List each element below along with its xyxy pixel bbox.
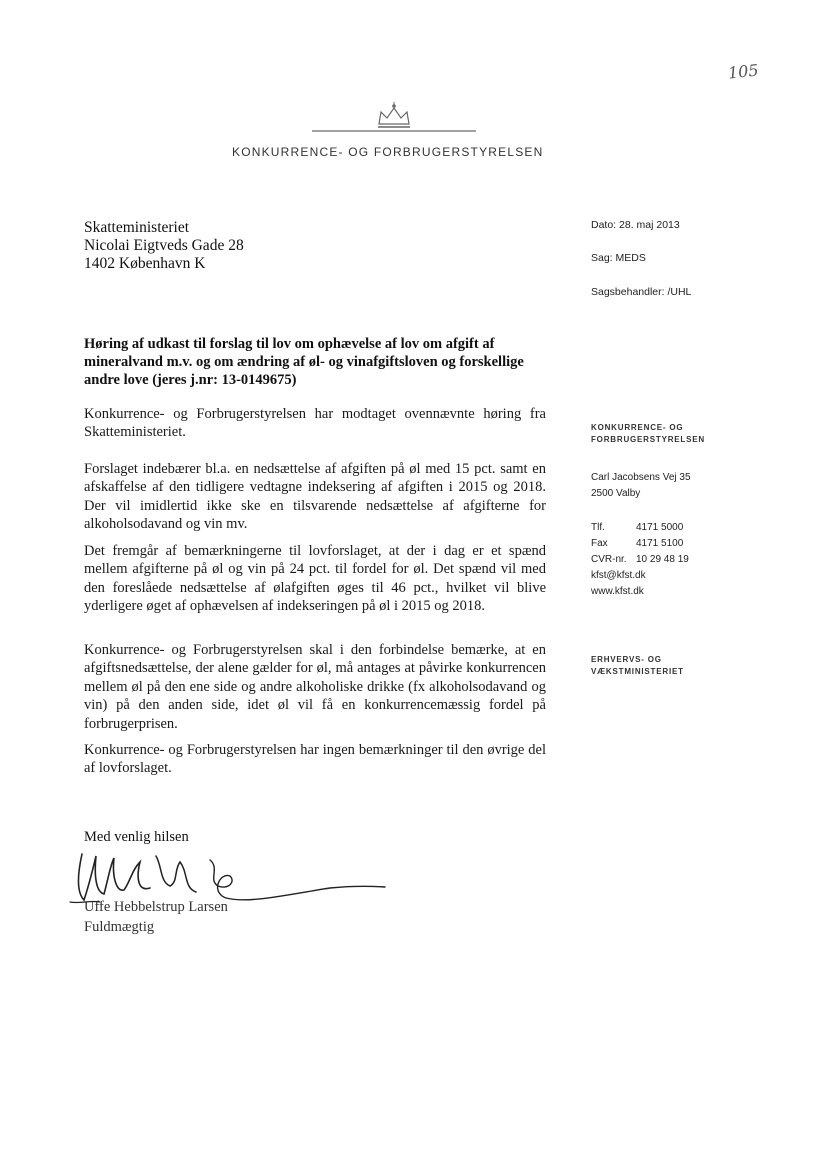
sidebar-contact — [591, 520, 689, 600]
sidebar-agency — [591, 422, 705, 446]
sidebar-phone: Tlf. 4171 5000 — [591, 522, 684, 533]
sidebar-website[interactable]: www.kfst.dk — [591, 586, 644, 597]
handwritten-page-number: 105 — [727, 60, 760, 83]
letterhead-rule — [312, 130, 476, 132]
body-paragraph-2: Forslaget indebærer bl.a. en nedsættelse af afgiften på øl med 15 pct. samt en afskaffelse af den tidligere vedtagne indeksering af afgiften i 2015 og 2018. Der vil imidlertid ikke ske en tilsvarende nedsættelse af afgifterne for alkoholsodavand og vin mv. — [84, 461, 546, 533]
sidebar-postal: 2500 Valby — [591, 488, 641, 499]
sidebar-address — [591, 470, 691, 502]
sidebar-email[interactable]: kfst@kfst.dk — [591, 570, 646, 581]
signatory-name: Uffe Hebbelstrup Larsen — [84, 899, 228, 915]
body-paragraph-4: Konkurrence- og Forbrugerstyrelsen skal i den forbindelse bemærke, at en afgiftsnedsættelse, der alene gælder for øl, må antages at påvirke konkurrencen mellem øl på den ene side og andre alkoholiske drikke (fx alkoholsodavand og vin) på den anden side, idet øl vil få en konkurrencemæssig fordel på forbrugerprisen. — [84, 642, 546, 732]
recipient-name: Skatteministeriet — [84, 219, 190, 236]
royal-crown-icon — [369, 102, 419, 132]
recipient-street: Nicolai Eigtveds Gade 28 — [84, 237, 244, 254]
sidebar-fax: Fax 4171 5100 — [591, 538, 684, 549]
sidebar-ministry-line2: VÆKSTMINISTERIET — [591, 667, 684, 676]
body-paragraph-5: Konkurrence- og Forbrugerstyrelsen har ingen bemærkninger til den øvrige del af lovforslaget. — [84, 742, 546, 777]
sidebar-agency-line2: FORBRUGERSTYRELSEN — [591, 435, 705, 444]
body-paragraph-1: Konkurrence- og Forbrugerstyrelsen har modtaget ovennævnte høring fra Skatteministeriet. — [84, 406, 546, 441]
sidebar-agency-line1: KONKURRENCE- OG — [591, 423, 684, 432]
handwritten-signature — [60, 842, 390, 922]
letter-date: Dato: 28. maj 2013 — [591, 219, 680, 231]
sidebar-ministry — [591, 654, 684, 678]
recipient-city: 1402 København K — [84, 255, 206, 272]
sidebar-street: Carl Jacobsens Vej 35 — [591, 472, 691, 483]
recipient-address — [84, 219, 244, 273]
letter-subject: Høring af udkast til forslag til lov om ophævelse af lov om afgift af mineralvand m.v. og om ændring af øl- og vinafgiftsloven og forskellige andre love (jeres j.nr: 13-0149675) — [84, 336, 524, 388]
case-ref: Sag: MEDS — [591, 252, 646, 264]
closing-greeting: Med venlig hilsen — [84, 829, 189, 845]
body-paragraph-3: Det fremgår af bemærkningerne til lovforslaget, at der i dag er et spænd mellem afgifterne på øl og vin på 24 pct. til fordel for øl. Det spænd vil med den foreslåede nedsættelse af ølafgiften øges til 46 pct., hvilket vil blive yderligere øget af ophævelsen af indekseringen på øl i 2015 og 2018. — [84, 543, 546, 615]
sidebar-cvr: CVR-nr. 10 29 48 19 — [591, 554, 689, 565]
case-handler: Sagsbehandler: /UHL — [591, 286, 692, 298]
agency-name: KONKURRENCE- OG FORBRUGERSTYRELSEN — [232, 145, 544, 159]
sidebar-ministry-line1: ERHVERVS- OG — [591, 655, 662, 664]
signatory-title: Fuldmægtig — [84, 919, 155, 935]
